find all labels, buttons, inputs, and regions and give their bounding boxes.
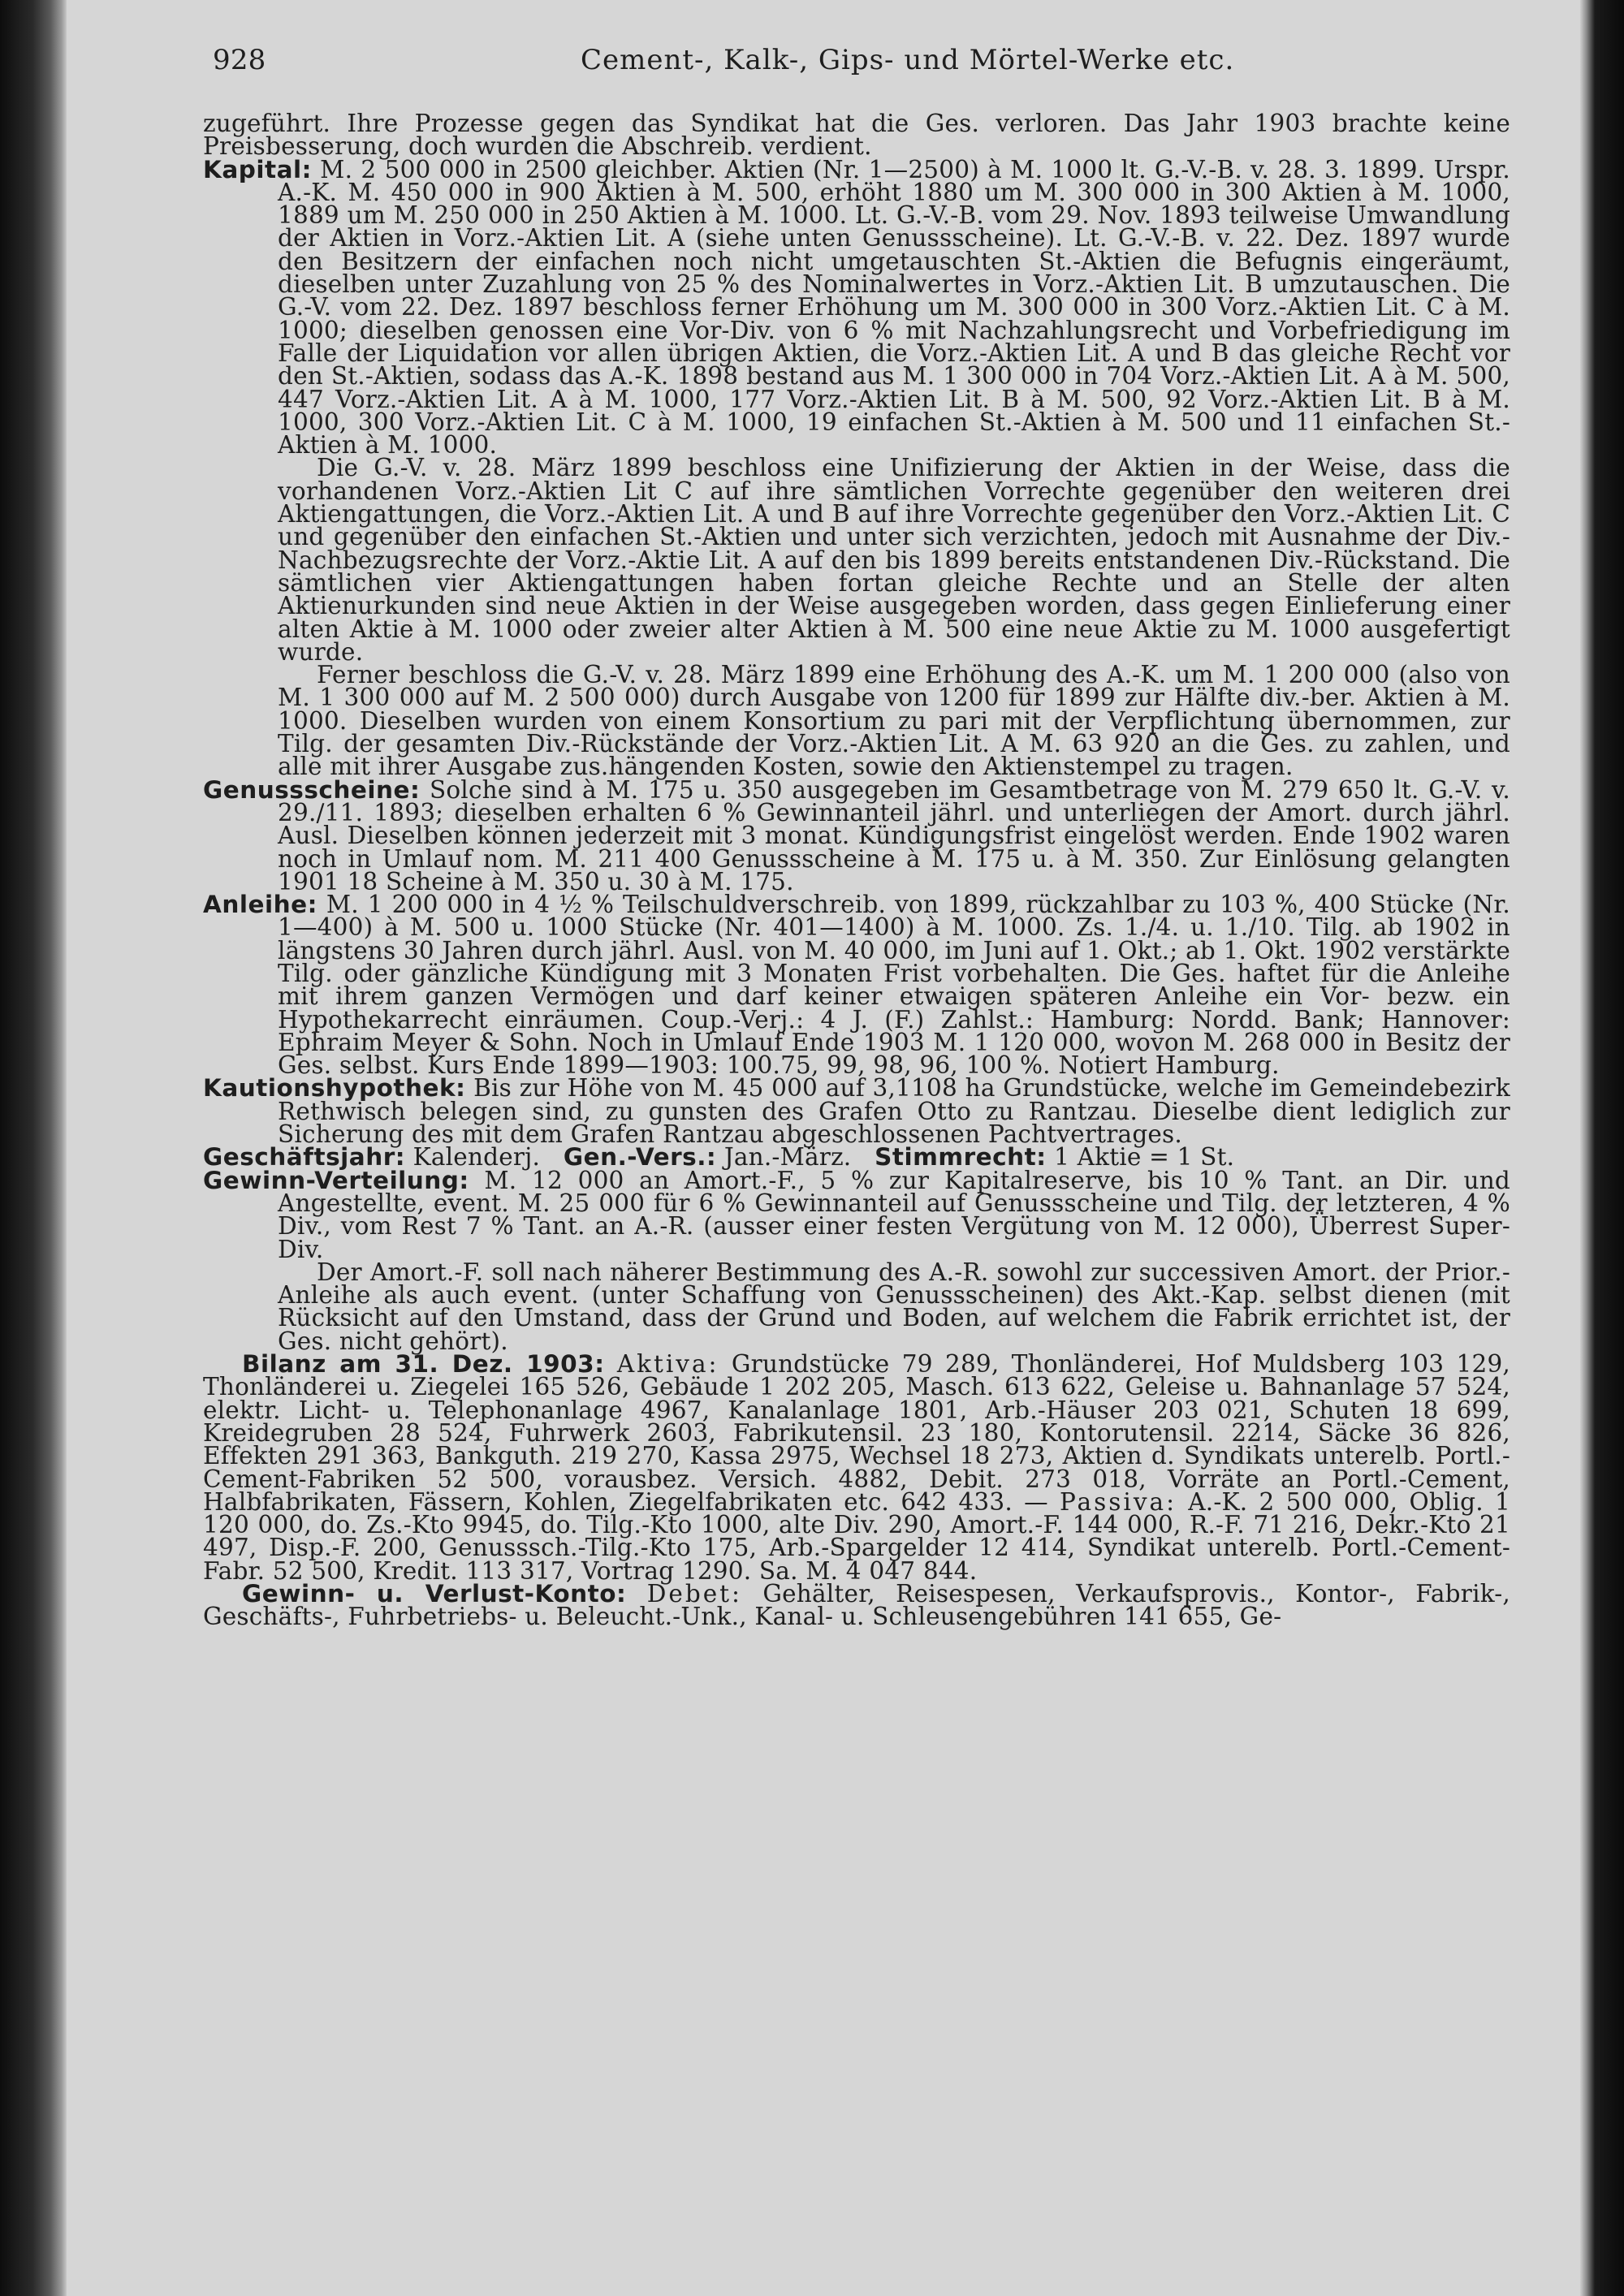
anleihe-text: M. 1 200 000 in 4 ½ % Teilschuldverschreib. von 1899, rückzahlbar zu 103 %, 400 Stücke (Nr. 1—400) à M. 500 u. 1000 Stücke (Nr. 401—1400) à M. 1000. Zs. 1./4. u. 1./10. Tilg. ab 1902 in längstens 30 Jahren durch jährl. Ausl. von M. 40 000, im Juni auf 1. Okt.; ab 1. Okt. 1902 verstärkte Tilg. oder gänzliche Kündigung mit 3 Monaten Frist vorbehalten. Die Ges. haftet für die Anleihe mit ihrem ganzen Vermögen und darf keiner etwaigen späteren Anleihe ein Vor- bezw. ein Hypothekarrecht einräumen. Coup.-Verj.: 4 J. (F.) Zahlst.: Hamburg: Nordd. Bank; Hannover: Ephraim Meyer & Sohn. Noch in Umlauf Ende 1903 M. 1 120 000, wovon M. 268 000 in Besitz der Ges. selbst. Kurs Ende 1899—1903: 100.75, 99, 98, 96, 100 %. Notiert Hamburg. xyxy=(278,891,1510,1080)
anleihe-entry xyxy=(203,891,1510,1080)
scan-edge-right xyxy=(1580,0,1624,2296)
genussscheine-text: Solche sind à M. 175 u. 350 ausgegeben im Gesamtbetrage von M. 279 650 lt. G.-V. v. 29./11. 1893; dieselben erhalten 6 % Gewinnanteil jährl. und unterliegen der Amort. durch jährl. Ausl. Dieselben können jederzeit mit 3 monat. Kündigungsfrist eingelöst werden. Ende 1902 waren noch in Umlauf nom. M. 211 400 Genussscheine à M. 175 u. à M. 350. Zur Einlösung gelangten 1901 18 Scheine à M. 350 u. 30 à M. 175. xyxy=(278,775,1511,896)
genussscheine-label: Genussscheine: xyxy=(203,775,421,804)
aktiva-label: Aktiva: xyxy=(616,1350,719,1379)
generalversammlung-text: Jan.-März. xyxy=(723,1143,852,1172)
kapital-text: M. 2 500 000 in 2500 gleichber. Aktien (Nr. 1—2500) à M. 1000 lt. G.-V.-B. v. 28. 3. 1899. Urspr. A.-K. M. 450 000 in 900 Aktien à M. 500, erhöht 1880 um M. 300 000 in 300 Aktien à M. 1000, 1889 um M. 250 000 in 250 Aktien à M. 1000. Lt. G.-V.-B. vom 29. Nov. 1893 teilweise Umwandlung der Aktien in Vorz.-Aktien Lit. A (siehe unten Genussscheine). Lt. G.-V.-B. v. 22. Dez. 1897 wurde den Besitzern der einfachen noch nicht umgetauschten St.-Aktien die Befugnis eingeräumt, dieselben unter Zuzahlung von 25 % des Nominalwertes in Vorz.-Aktien Lit. B umzutauschen. Die G.-V. vom 22. Dez. 1897 beschloss ferner Erhöhung um M. 300 000 in 300 Vorz.-Aktien Lit. C à M. 1000; dieselben genossen eine Vor-Div. von 6 % mit Nachzahlungsrecht und Vorbefriedigung im Falle der Liquidation vor allen übrigen Aktien, die Vorz.-Aktien Lit. A und B das gleiche Recht vor den St.-Aktien, sodass das A.-K. 1898 bestand aus M. 1 300 000 in 704 Vorz.-Aktien Lit. A à M. 500, 447 Vorz.-Aktien Lit. A à M. 1000, 177 Vorz.-Aktien Lit. B à M. 500, 92 Vorz.-Aktien Lit. B à M. 1000, 300 Vorz.-Aktien Lit. C à M. 1000, 19 einfachen St.-Aktien à M. 500 und 11 einfachen St.-Aktien à M. 1000. xyxy=(278,155,1510,460)
kapital-paragraph-3: Ferner beschloss die G.-V. v. 28. März 1899 eine Erhöhung des A.-K. um M. 1 200 000 (also von M. 1 300 000 auf M. 2 500 000) durch Ausgabe von 1200 für 1899 zur Hälfte div.-ber. Aktien à M. 1000. Dieselben wurden von einem Konsortium zu pari mit der Verpflichtung übernommen, zur Tilg. der gesamten Div.-Rückstände der Vorz.-Aktien Lit. A M. 63 920 an die Ges. zu zahlen, und alle mit ihrer Ausgabe zus.hängenden Kosten, sowie den Aktienstempel zu tragen. xyxy=(278,661,1510,781)
document-page xyxy=(203,44,1511,1631)
kautionshypothek-label: Kautionshypothek: xyxy=(203,1074,466,1103)
anleihe-label: Anleihe: xyxy=(203,891,317,919)
stimmrecht-text: 1 Aktie = 1 St. xyxy=(1054,1143,1235,1172)
stimmrecht-label: Stimmrecht: xyxy=(875,1143,1047,1172)
geschaeftsjahr-label: Geschäftsjahr: xyxy=(203,1143,406,1172)
kapital-entry xyxy=(203,155,1510,460)
passiva-label: Passiva: xyxy=(1060,1487,1177,1516)
gewinn-verlust-label: Gewinn- u. Verlust-Konto: xyxy=(242,1580,627,1608)
geschaeftsjahr-text: Kalenderj. xyxy=(412,1143,541,1172)
geschaeftsjahr-entry xyxy=(203,1143,1510,1172)
scan-edge-left xyxy=(0,0,67,2296)
genussscheine-entry xyxy=(203,775,1511,896)
aktiva-text: Grundstücke 79 289, Thonländerei, Hof Muldsberg 103 129, Thonländerei u. Ziegelei 165 526, Gebäude 1 202 205, Masch. 613 622, Geleise u. Bahnanlage 57 524, elektr. Licht- u. Telephonanlage 4967, Kanalanlage 1801, Arb.-Häuser 203 021, Schuten 18 699, Kreidegruben 28 524, Fuhrwerk 2603, Fabrikutensil. 23 180, Kontorutensil. 2214, Säcke 36 826, Effekten 291 363, Bankguth. 219 270, Kassa 2975, Wechsel 18 273, Aktien d. Syndikats unterelb. Portl.-Cement-Fabriken 52 500, vorausbez. Versich. 4882, Debit. 273 018, Vorräte an Portl.-Cement, Halbfabrikaten, Fässern, Kohlen, Ziegelfabrikaten etc. 642 433. — xyxy=(203,1350,1511,1516)
running-head xyxy=(203,44,1510,81)
debet-label: Debet: xyxy=(646,1580,742,1608)
gewinn-verlust-entry xyxy=(203,1582,1510,1629)
gewinnverteilung-label: Gewinn-Verteilung: xyxy=(203,1166,469,1194)
gewinn-verlust-text: Gehälter, Reisespesen, Verkaufsprovis., Kontor-, Fabrik-, Geschäfts-, Fuhrbetriebs- u. Beleucht.-Unk., Kanal- u. Schleusengebühren 141 655, Ge- xyxy=(203,1580,1511,1631)
kapital-paragraph-2: Die G.-V. v. 28. März 1899 beschloss eine Unifizierung der Aktien in der Weise, dass die vorhandenen Vorz.-Aktien Lit C auf ihre sämtlichen Vorrechte gegenüber den weiteren drei Aktiengattungen, die Vorz.-Aktien Lit. A und B auf ihre Vorrechte gegenüber den Vorz.-Aktien Lit. C und gegenüber den einfachen St.-Aktien und unter sich verzichten, jedoch mit Ausnahme der Div.-Nachbezugsrechte der Vorz.-Aktie Lit. A auf den bis 1899 bereits entstandenen Div.-Rückstand. Die sämtlichen vier Aktiengattungen haben fortan gleiche Rechte und an Stelle der alten Aktienurkunden sind neue Aktien in der Weise ausgegeben worden, dass gegen Einlieferung einer alten Aktie à M. 1000 oder zweier alter Aktien à M. 500 eine neue Aktie zu M. 1000 ausgefertigt wurde. xyxy=(278,454,1510,666)
page-number: 928 xyxy=(213,44,266,76)
passiva-text: A.-K. 2 500 000, Oblig. 1 120 000, do. Zs.-Kto 9945, do. Tilg.-Kto 1000, alte Div. 290, Amort.-F. 144 000, R.-F. 71 216, Dekr.-Kto 21 497, Disp.-F. 200, Genusssch.-Tilg.-Kto 175, Arb.-Spargelder 12 414, Syndikat unterelb. Portl.-Cement-Fabr. 52 500, Kredit. 113 317, Vortrag 1290. Sa. M. 4 047 844. xyxy=(203,1487,1511,1585)
bilanz-label: Bilanz am 31. Dez. 1903: xyxy=(242,1350,605,1379)
generalversammlung-label: Gen.-Vers.: xyxy=(563,1143,717,1172)
intro-paragraph: zugeführt. Ihre Prozesse gegen das Syndikat hat die Ges. verloren. Das Jahr 1903 brachte keine Preisbesserung, doch wurden die Abschreib. verdient. xyxy=(203,110,1510,161)
gewinnverteilung-text: M. 12 000 an Amort.-F., 5 % zur Kapitalreserve, bis 10 % Tant. an Dir. und Angestellte, event. M. 25 000 für 6 % Gewinnanteil auf Genussscheine und Tilg. der letzteren, 4 % Div., vom Rest 7 % Tant. an A.-R. (ausser einer festen Vergütung von M. 12 000), Überrest Super-Div. xyxy=(278,1166,1510,1263)
running-title: Cement-, Kalk-, Gips- und Mörtel-Werke etc. xyxy=(581,44,1235,76)
gewinnverteilung-paragraph-2: Der Amort.-F. soll nach näherer Bestimmung des A.-R. sowohl zur successiven Amort. der Prior.-Anleihe als auch event. (unter Schaffung von Genussscheinen) des Akt.-Kap. selbst dienen (mit Rücksicht auf den Umstand, dass der Grund und Boden, auf welchem die Fabrik errichtet ist, der Ges. nicht gehört). xyxy=(278,1258,1510,1355)
kautionshypothek-text: Bis zur Höhe von M. 45 000 auf 3,1108 ha Grundstücke, welche im Gemeindebezirk Rethwisch belegen sind, zu gunsten des Grafen Otto zu Rantzau. Dieselbe dient lediglich zur Sicherung des mit dem Grafen Rantzau abgeschlossenen Pachtvertrages. xyxy=(278,1074,1511,1149)
kautionshypothek-entry xyxy=(203,1074,1511,1149)
bilanz-entry xyxy=(203,1350,1511,1585)
kapital-label: Kapital: xyxy=(203,155,312,183)
gewinnverteilung-entry xyxy=(203,1166,1510,1263)
